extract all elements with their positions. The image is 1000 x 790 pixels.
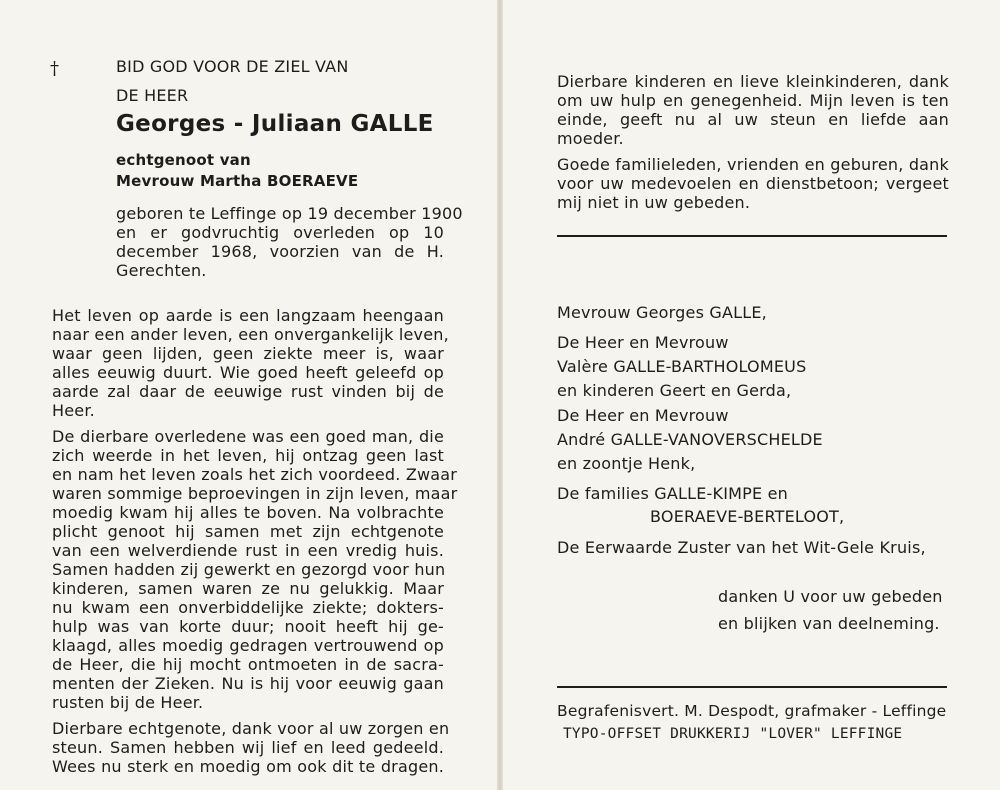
para1-line: naar een ander leven, een onvergankelijk leven, xyxy=(52,325,449,344)
para1-line: Het leven op aarde is een langzaam heengaan xyxy=(52,306,444,325)
birth-line-3: december 1968, voorzien van de H. xyxy=(116,242,444,261)
family-line: BOERAEVE-BERTELOOT, xyxy=(650,507,845,526)
para2-line: plicht genoot hij samen met zijn echtgenote xyxy=(52,522,444,541)
cross-icon: † xyxy=(50,58,59,79)
birth-line-1: geboren te Leffinge op 19 december 1900 xyxy=(116,204,463,223)
right-para1-line: om uw hulp en genegenheid. Mijn leven is ten xyxy=(557,91,949,110)
para2-line: menten der Zieken. Nu is hij voor eeuwig gaan xyxy=(52,674,444,693)
right-para1-line: moeder. xyxy=(557,129,624,148)
para3-line: steun. Samen hebben wij lief en leed gedeeld. xyxy=(52,738,444,757)
printer-line: TYPO-OFFSET DRUKKERIJ "LOVER" LEFFINGE xyxy=(563,726,903,742)
family-line: De Eerwaarde Zuster van het Wit-Gele Kruis, xyxy=(557,538,926,557)
family-line: De Heer en Mevrouw xyxy=(557,406,729,425)
para1-line: aarde zal daar de eeuwige rust vinden bij de xyxy=(52,382,444,401)
deceased-name: Georges - Juliaan GALLE xyxy=(116,111,434,137)
right-card xyxy=(500,0,1000,790)
spouse-name: Mevrouw Martha BOERAEVE xyxy=(116,172,359,190)
para1-line: alles eeuwig duurt. Wie goed heeft geleefd op xyxy=(52,363,444,382)
right-para2-line: mij niet in uw gebeden. xyxy=(557,193,751,212)
right-para1-line: Dierbare kinderen en lieve kleinkinderen, dank xyxy=(557,72,949,91)
header-line-2: DE HEER xyxy=(116,86,189,105)
para3-line: Wees nu sterk en moedig om ook dit te dragen. xyxy=(52,757,444,776)
para2-line: de Heer, die hij mocht ontmoeten in de sacra- xyxy=(52,655,444,674)
right-para2-line: Goede familieleden, vrienden en geburen, dank xyxy=(557,155,949,174)
para2-line: zich weerde in het leven, hij ontzag geen last xyxy=(52,446,444,465)
thanks-line: danken U voor uw gebeden xyxy=(718,587,943,606)
para2-line: nu kwam een onverbiddelijke ziekte; dokters- xyxy=(52,598,444,617)
para2-line: waren sommige beproevingen in zijn leven, maar xyxy=(52,484,458,503)
card-fold xyxy=(497,0,503,790)
para2-line: rusten bij de Heer. xyxy=(52,693,204,712)
para1-line: waar geen lijden, geen ziekte meer is, waar xyxy=(52,344,444,363)
family-line: Mevrouw Georges GALLE, xyxy=(557,303,767,322)
para2-line: Samen hadden zij gewerkt en gezorgd voor hun xyxy=(52,560,446,579)
birth-line-4: Gerechten. xyxy=(116,261,207,280)
family-line: De Heer en Mevrouw xyxy=(557,333,729,352)
para2-line: kinderen, samen waren ze nu gelukkig. Maar xyxy=(52,579,444,598)
right-para2-line: voor uw medevoelen en dienstbetoon; vergeet xyxy=(557,174,949,193)
para2-line: moedig kwam hij alles te boven. Na volbrachte xyxy=(52,503,444,522)
family-line: André GALLE-VANOVERSCHELDE xyxy=(557,430,823,449)
family-line: Valère GALLE-BARTHOLOMEUS xyxy=(557,357,807,376)
para1-line: Heer. xyxy=(52,401,95,420)
thanks-line: en blijken van deelneming. xyxy=(718,614,940,633)
para2-line: De dierbare overledene was een goed man, die xyxy=(52,427,444,446)
undertaker-line: Begrafenisvert. M. Despodt, grafmaker - Leffinge xyxy=(557,702,947,720)
para2-line: van een welverdiende rust in een vredig huis. xyxy=(52,541,444,560)
para2-line: hulp was van korte duur; nooit heeft hij ge- xyxy=(52,617,444,636)
birth-line-2: en er godvruchtig overleden op 10 xyxy=(116,223,444,242)
para3-line: Dierbare echtgenote, dank voor al uw zorgen en xyxy=(52,719,450,738)
family-line: en zoontje Henk, xyxy=(557,454,696,473)
divider xyxy=(557,686,947,688)
divider xyxy=(557,235,947,237)
family-line: en kinderen Geert en Gerda, xyxy=(557,381,792,400)
spouse-intro: echtgenoot van xyxy=(116,151,251,169)
para2-line: klaagd, alles moedig gedragen vertrouwend op xyxy=(52,636,444,655)
header-line-1: BID GOD VOOR DE ZIEL VAN xyxy=(116,57,349,76)
family-line: De families GALLE-KIMPE en xyxy=(557,484,788,503)
right-para1-line: einde, geeft nu al uw steun en liefde aan xyxy=(557,110,949,129)
para2-line: en nam het leven zoals het zich voordeed. Zwaar xyxy=(52,465,458,484)
